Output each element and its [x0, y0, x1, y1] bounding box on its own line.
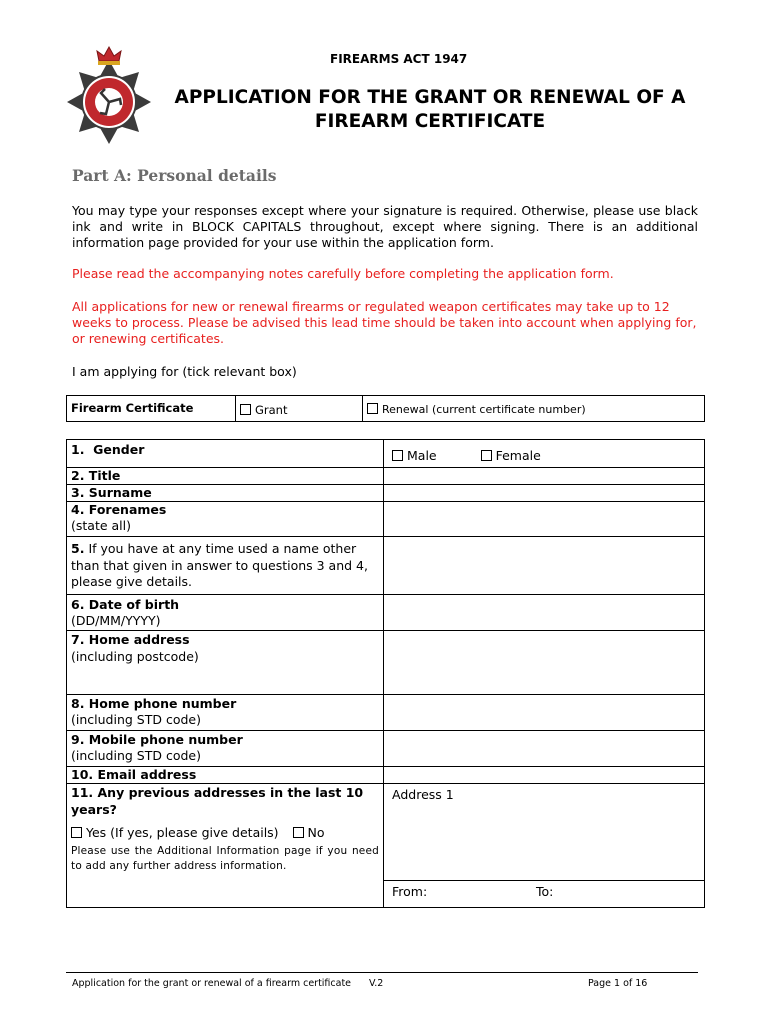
mobile-phone-text: 9. Mobile phone number [71, 732, 243, 747]
yes-checkbox[interactable] [71, 827, 82, 838]
footer-document-name: Application for the grant or renewal of a firearm certificate [72, 978, 352, 989]
home-phone-text: 8. Home phone number [71, 696, 237, 711]
title-label: 2. Title [67, 468, 384, 485]
forenames-field[interactable] [384, 502, 705, 537]
previous-addresses-options [71, 825, 379, 842]
dob-label [67, 595, 384, 631]
intro-text: You may type your responses except where your signature is required. Otherwise, please use black ink and write in BLOCK CAPITALS throughout, except where signing. There is an additional information page provided for your use within the application form. [72, 203, 698, 251]
grant-checkbox[interactable] [240, 404, 251, 415]
from-label: From: [392, 884, 428, 899]
forenames-text: 4. Forenames [71, 502, 167, 517]
male-label: Male [407, 448, 437, 463]
other-names-label [67, 537, 384, 595]
mobile-phone-label [67, 731, 384, 767]
certificate-type-label: Firearm Certificate [67, 396, 236, 422]
police-crest-icon [66, 44, 152, 144]
grant-option[interactable] [236, 396, 363, 422]
gender-text: Gender [93, 442, 145, 457]
home-phone-field[interactable] [384, 695, 705, 731]
other-names-number: 5. [71, 541, 85, 556]
renewal-option[interactable] [363, 396, 705, 422]
home-phone-label [67, 695, 384, 731]
home-address-subtext: (including postcode) [71, 648, 199, 664]
act-title: FIREARMS ACT 1947 [330, 52, 468, 66]
section-heading: Part A: Personal details [72, 166, 277, 185]
gender-number: 1. [71, 442, 85, 457]
surname-field[interactable] [384, 485, 705, 502]
grant-label: Grant [255, 403, 288, 417]
previous-addresses-text: 11. Any previous addresses in the last 10 years? [71, 785, 364, 817]
personal-details-table [66, 439, 705, 908]
renewal-checkbox[interactable] [367, 403, 378, 414]
no-label: No [307, 825, 325, 840]
dob-subtext: (DD/MM/YYYY) [71, 612, 161, 628]
additional-info-note: Please use the Additional Information page if you need to add any further address information. [71, 844, 379, 872]
forenames-subtext: (state all) [71, 518, 131, 533]
dob-text: 6. Date of birth [71, 597, 180, 612]
footer-version: V.2 [369, 978, 384, 989]
renewal-label: Renewal (current certificate number) [382, 403, 586, 416]
notice-processing-time: All applications for new or renewal firearms or regulated weapon certificates may take up to 12 weeks to process. Please be advised this lead time should be taken into account when applying for, or renewing certificates. [72, 299, 697, 347]
male-checkbox[interactable] [392, 450, 403, 461]
form-title-line1: APPLICATION FOR THE GRANT OR RENEWAL OF A [174, 87, 686, 108]
notice-read-notes: Please read the accompanying notes carefully before completing the application form. [72, 266, 614, 281]
email-label: 10. Email address [67, 767, 384, 784]
address-1-label: Address 1 [392, 787, 454, 802]
home-phone-subtext: (including STD code) [71, 712, 201, 727]
to-label: To: [536, 884, 554, 899]
previous-address-field[interactable] [384, 784, 705, 908]
form-title [150, 86, 710, 134]
female-checkbox[interactable] [481, 450, 492, 461]
home-address-text: 7. Home address [71, 632, 190, 647]
mobile-phone-field[interactable] [384, 731, 705, 767]
certificate-type-table [66, 395, 705, 422]
footer-divider [66, 972, 698, 973]
email-field[interactable] [384, 767, 705, 784]
yes-label: Yes (If yes, please give details) [86, 825, 279, 840]
female-label: Female [495, 448, 541, 463]
home-address-label [67, 631, 384, 695]
date-range-row [384, 880, 704, 907]
other-names-field[interactable] [384, 537, 705, 595]
gender-label [67, 440, 384, 468]
no-checkbox[interactable] [293, 827, 304, 838]
other-names-text: If you have at any time used a name other than that given in answer to questions 3 and 4, please give details. [71, 541, 368, 589]
home-address-field[interactable] [384, 631, 705, 695]
form-title-line2: FIREARM CERTIFICATE [314, 111, 546, 132]
title-field[interactable] [384, 468, 705, 485]
gender-field[interactable] [384, 440, 705, 468]
footer-page-number: Page 1 of 16 [588, 978, 648, 989]
mobile-phone-subtext: (including STD code) [71, 748, 201, 763]
previous-addresses-label [67, 784, 384, 908]
applying-for-label: I am applying for (tick relevant box) [72, 364, 297, 379]
dob-field[interactable] [384, 595, 705, 631]
surname-label: 3. Surname [67, 485, 384, 502]
forenames-label [67, 502, 384, 537]
